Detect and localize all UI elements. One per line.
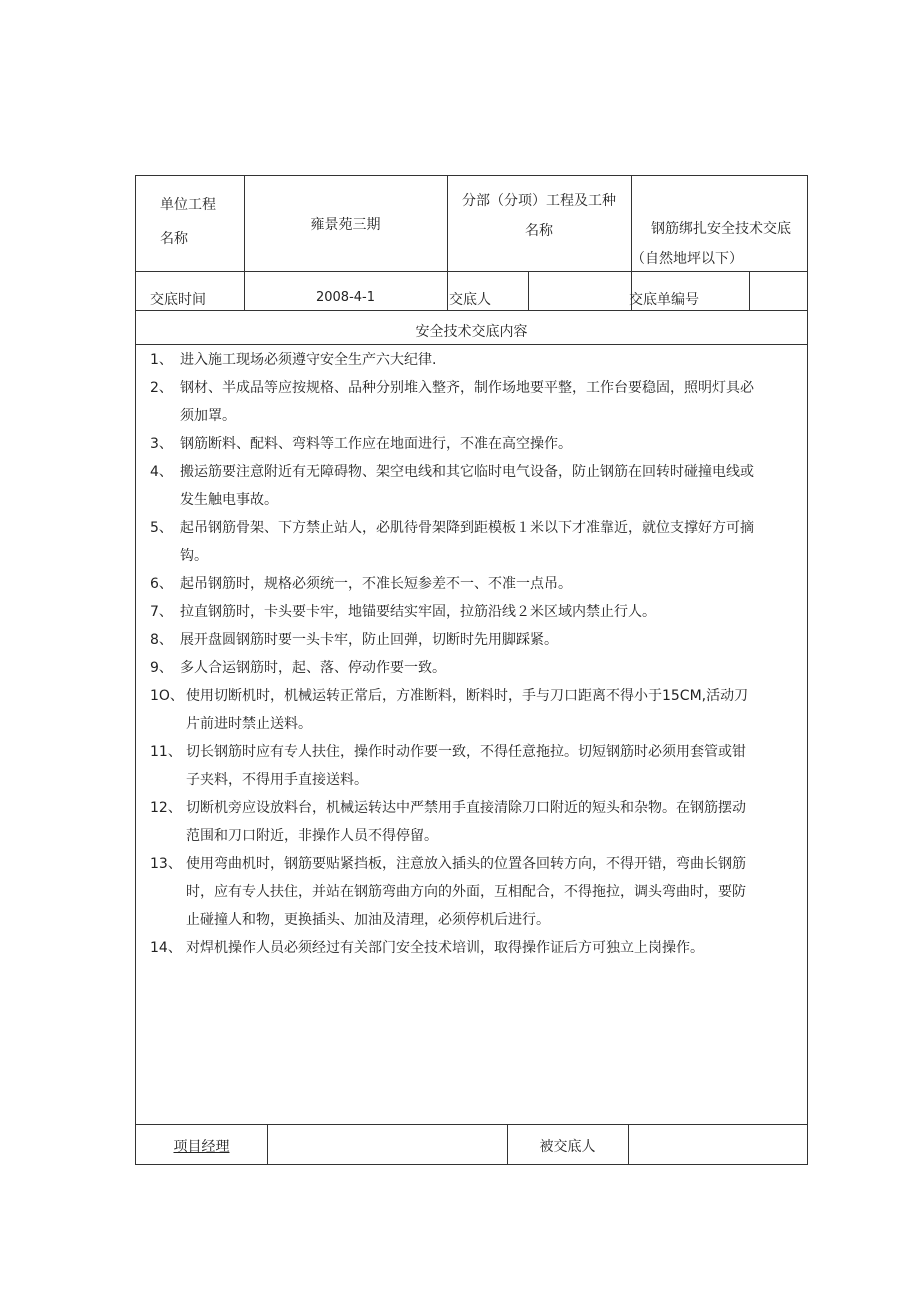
item-number: 3、 <box>150 436 173 452</box>
item-text-line: 发生触电事故。 <box>180 492 278 508</box>
item-text-line: 拉直钢筋时，卡头要卡牢，地锚要结实牢固，拉筋沿线２米区域内禁止行人。 <box>180 604 656 620</box>
receiver-label: 被交底人 <box>539 1139 596 1155</box>
col-divider <box>749 271 750 310</box>
disclosure-time-value: 2008-4-1 <box>315 290 375 305</box>
item-number: 13、 <box>150 856 182 872</box>
project-manager-label: 项目经理 <box>173 1139 230 1155</box>
unit-project-label: 单位工程 名称 <box>160 197 216 247</box>
item-number: 8、 <box>150 632 173 648</box>
sub-project-value: 钢筋绑扎安全技术交底 （自然地坪以下） <box>631 221 791 267</box>
list-item <box>150 626 802 654</box>
list-item <box>150 570 802 598</box>
item-text-line: 止碰撞人和物，更换插头、加油及清理，必须停机后进行。 <box>186 912 550 928</box>
section-title: 安全技术交底内容 <box>415 324 528 340</box>
row-divider <box>136 1124 807 1125</box>
col-divider <box>267 1124 268 1164</box>
item-text-line: 起吊钢筋时，规格必须统一，不准长短参差不一、不准一点吊。 <box>180 576 572 592</box>
item-number: 4、 <box>150 464 173 480</box>
item-number: 14、 <box>150 940 182 956</box>
list-item <box>150 430 802 458</box>
disclosure-time-label: 交底时间 <box>150 292 206 308</box>
item-text-line: 进入施工现场必须遵守安全生产六大纪律. <box>180 352 437 368</box>
item-text-line: 范围和刀口附近，非操作人员不得停留。 <box>186 828 438 844</box>
item-number: 2、 <box>150 380 173 396</box>
sub-project-label: 分部（分项）工程及工种 名称 <box>462 193 616 239</box>
disclosure-number-label: 交底单编号 <box>629 292 699 308</box>
item-number: 1、 <box>150 352 173 368</box>
list-item <box>150 514 802 570</box>
list-item <box>150 738 802 794</box>
item-number: 12、 <box>150 800 182 816</box>
col-divider <box>628 1124 629 1164</box>
item-text-line: 起吊钢筋骨架、下方禁止站人，必肌待骨架降到距模板１米以下才准靠近，就位支撑好方可摘 <box>180 520 754 536</box>
item-number: 1O、 <box>150 688 184 704</box>
row-divider <box>136 310 807 311</box>
item-number: 5、 <box>150 520 173 536</box>
item-text-line: 钢材、半成品等应按规格、品种分别堆入整齐，制作场地要平整，工作台要稳固，照明灯具必 <box>180 380 754 396</box>
unit-project-value: 雍景苑三期 <box>310 217 381 233</box>
list-item <box>150 458 802 514</box>
list-item <box>150 654 802 682</box>
list-item <box>150 794 802 850</box>
list-item <box>150 346 802 374</box>
item-text-line: 片前进时禁止送料。 <box>186 716 312 732</box>
item-text-line: 多人合运钢筋时，起、落、停动作要一致。 <box>180 660 446 676</box>
item-text-line: 子夹料，不得用手直接送料。 <box>186 772 368 788</box>
disclosure-form <box>135 175 808 1165</box>
item-text-line: 切长钢筋时应有专人扶住，操作时动作要一致，不得任意拖拉。切短钢筋时必须用套管或钳 <box>186 744 746 760</box>
item-text-line: 使用弯曲机时，钢筋要贴紧挡板，注意放入插头的位置各回转方向，不得开错，弯曲长钢筋 <box>186 856 746 872</box>
item-number: 11、 <box>150 744 182 760</box>
discloser-label: 交底人 <box>449 292 491 308</box>
list-item <box>150 374 802 430</box>
list-item <box>150 850 802 934</box>
list-item <box>150 934 802 962</box>
item-number: 7、 <box>150 604 173 620</box>
item-text-line: 使用切断机时，机械运转正常后，方准断料，断料时，手与刀口距离不得小于15CM,活动刀 <box>186 688 749 704</box>
row-divider <box>136 344 807 345</box>
item-text-line: 时，应有专人扶住，并站在钢筋弯曲方向的外面，互相配合，不得拖拉，调头弯曲时，要防 <box>186 884 746 900</box>
item-text-line: 搬运筋要注意附近有无障碍物、架空电线和其它临时电气设备，防止钢筋在回转时碰撞电线或 <box>180 464 754 480</box>
item-text-line: 钢筋断料、配料、弯料等工作应在地面进行，不准在高空操作。 <box>180 436 572 452</box>
list-item <box>150 598 802 626</box>
item-text-line: 切断机旁应设放料台，机械运转达中严禁用手直接清除刀口附近的短头和杂物。在钢筋摆动 <box>186 800 746 816</box>
item-text-line: 钩。 <box>180 548 208 564</box>
item-number: 6、 <box>150 576 173 592</box>
item-text-line: 须加罩。 <box>180 408 236 424</box>
item-text-line: 对焊机操作人员必须经过有关部门安全技术培训，取得操作证后方可独立上岗操作。 <box>186 940 704 956</box>
item-number: 9、 <box>150 660 173 676</box>
col-divider <box>528 271 529 310</box>
item-text-line: 展开盘圆钢筋时要一头卡牢，防止回弹，切断时先用脚踩紧。 <box>180 632 558 648</box>
list-item <box>150 682 802 738</box>
